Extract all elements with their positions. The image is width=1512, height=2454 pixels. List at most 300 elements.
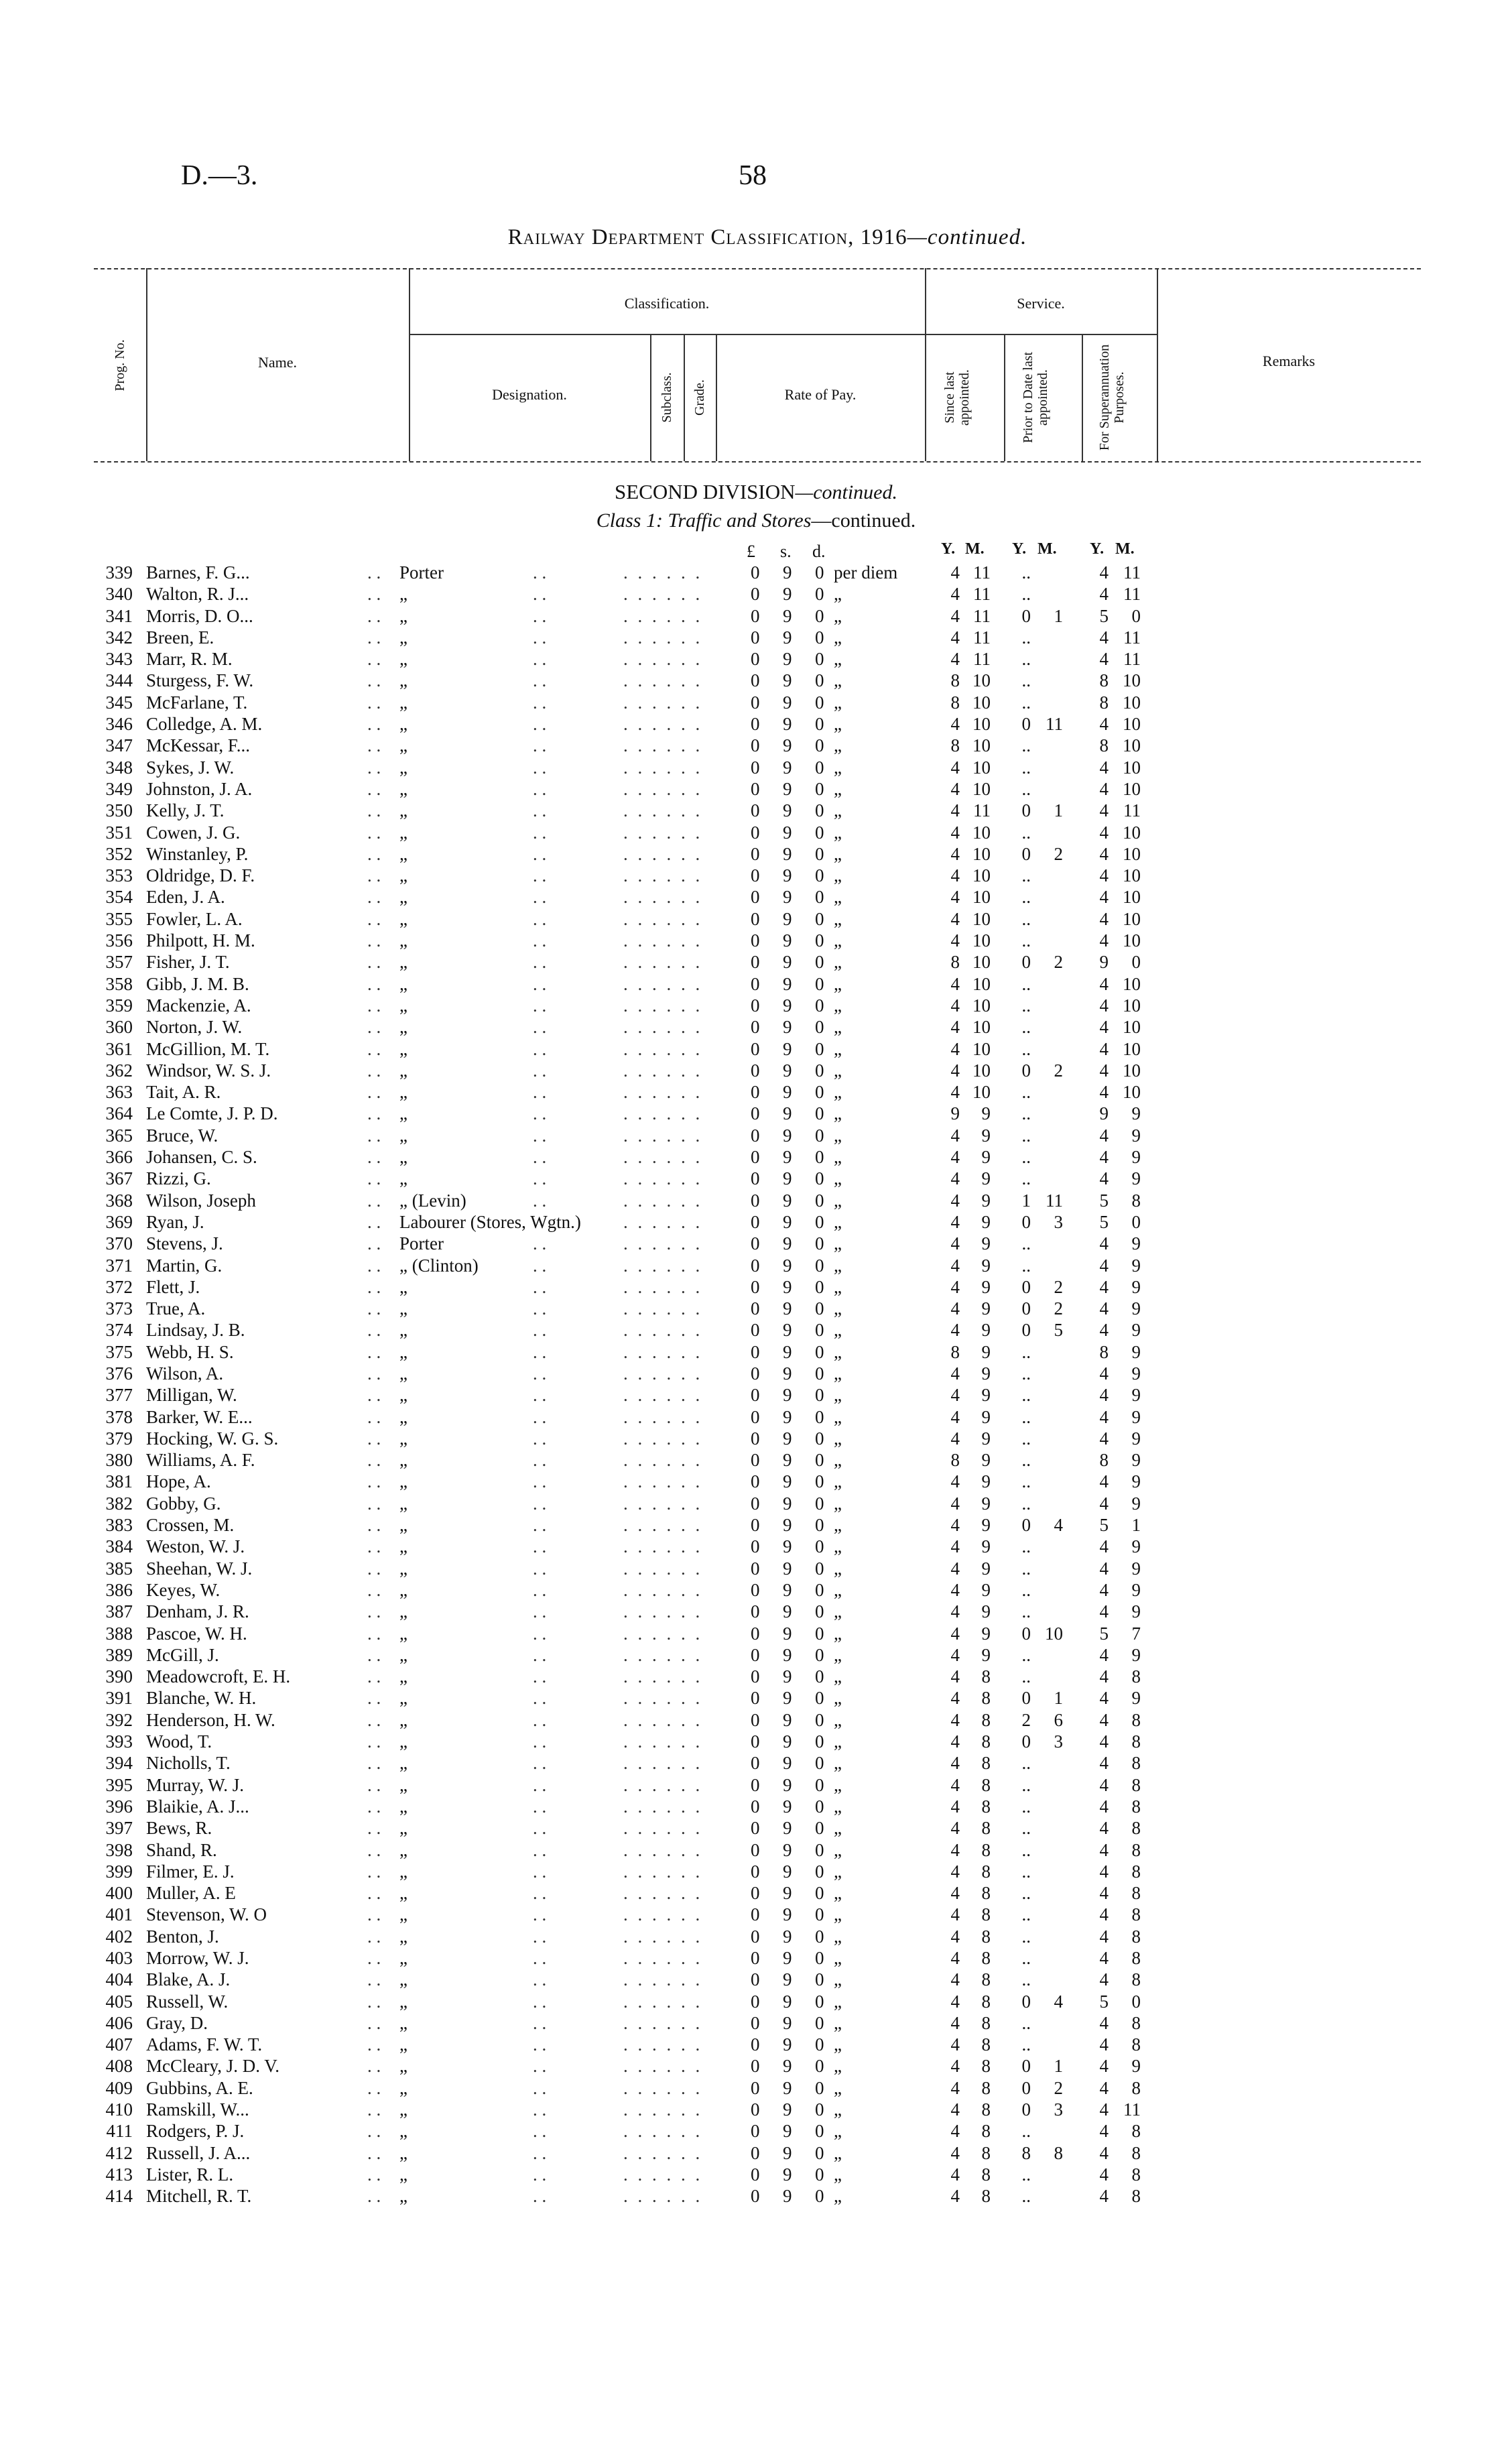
table-row <box>0 1125 1512 1146</box>
leader-dots: . . <box>533 1103 547 1124</box>
cell-pay-shillings: 9 <box>783 2142 792 2163</box>
cell-since-months: 10 <box>972 865 991 886</box>
leader-dots: . . . . . . <box>623 822 703 843</box>
cell-pay-shillings: 9 <box>783 887 792 908</box>
cell-since-months: 10 <box>972 973 991 994</box>
cell-super-months: 9 <box>1131 1168 1141 1189</box>
table-row <box>0 1579 1512 1601</box>
leader-dots: . . <box>367 2077 381 2098</box>
cell-prior-months: 2 <box>1054 952 1063 973</box>
cell-super-years: 4 <box>1099 1601 1109 1622</box>
cell-pay-pence: 0 <box>815 1904 824 1925</box>
leader-dots: . . <box>533 1450 547 1471</box>
cell-designation: „ <box>399 1883 407 1904</box>
cell-pay-period: „ <box>834 1666 842 1687</box>
cell-since-months: 9 <box>981 1644 991 1665</box>
cell-super-years: 4 <box>1099 778 1109 799</box>
cell-pay-pence: 0 <box>815 1883 824 1904</box>
cell-since-years: 4 <box>950 2164 960 2185</box>
cell-pay-period: „ <box>834 952 842 973</box>
leader-dots: . . . . . . <box>623 584 703 605</box>
cell-super-months: 9 <box>1131 1276 1141 1297</box>
cell-prior-years: 0 <box>1021 1060 1031 1081</box>
cell-super-years: 5 <box>1099 1623 1109 1644</box>
cell-pay-pounds: 0 <box>751 2186 760 2207</box>
leader-dots: . . . . . . <box>623 2164 703 2185</box>
cell-super-months: 8 <box>1131 2164 1141 2185</box>
cell-name: Mackenzie, A. <box>146 995 251 1016</box>
cell-pay-shillings: 9 <box>783 1969 792 1990</box>
col-divider <box>684 334 685 461</box>
cell-since-months: 10 <box>972 670 991 691</box>
cell-pay-period: „ <box>834 757 842 778</box>
cell-pay-pence: 0 <box>815 865 824 886</box>
cell-pay-period: „ <box>834 1644 842 1665</box>
cell-name: Adams, F. W. T. <box>146 2034 263 2055</box>
cell-since-months: 9 <box>981 1298 991 1319</box>
cell-pay-period: „ <box>834 1623 842 1644</box>
cell-super-months: 10 <box>1123 1017 1141 1038</box>
cell-since-months: 8 <box>981 1839 991 1860</box>
cell-super-years: 4 <box>1099 1082 1109 1103</box>
table-row <box>0 648 1512 670</box>
cell-since-months: 11 <box>973 800 991 821</box>
leader-dots: . . <box>533 1991 547 2012</box>
leader-dots: . . <box>533 1948 547 1968</box>
cell-pay-period: „ <box>834 1255 842 1276</box>
cell-pay-shillings: 9 <box>783 1320 792 1341</box>
leader-dots: . . <box>367 1103 381 1124</box>
cell-prior-months: 2 <box>1054 1060 1063 1081</box>
leader-dots: . . <box>367 1558 381 1579</box>
cell-prior-years: .. <box>1021 562 1031 582</box>
cell-super-months: 9 <box>1131 1493 1141 1514</box>
leader-dots: . . . . . . <box>623 1839 703 1860</box>
cell-since-years: 4 <box>950 908 960 929</box>
table-row <box>0 713 1512 735</box>
leader-dots: . . . . . . <box>623 1147 703 1168</box>
cell-prior-years: 0 <box>1021 1298 1031 1319</box>
table-row <box>0 1211 1512 1233</box>
cell-pay-pence: 0 <box>815 822 824 843</box>
cell-super-months: 7 <box>1131 1623 1141 1644</box>
cell-prior-years: 0 <box>1021 1276 1031 1297</box>
cell-designation: „ <box>399 584 407 605</box>
table-row <box>0 1601 1512 1622</box>
cell-pay-pence: 0 <box>815 2099 824 2120</box>
cell-pay-pence: 0 <box>815 1948 824 1968</box>
cell-super-years: 4 <box>1099 1926 1109 1947</box>
cell-since-years: 4 <box>950 973 960 994</box>
cell-super-years: 4 <box>1099 1385 1109 1406</box>
cell-prog-no: 390 <box>105 1666 133 1687</box>
table-row <box>0 1774 1512 1796</box>
cell-designation: „ <box>399 1017 407 1038</box>
cell-since-months: 11 <box>973 584 991 605</box>
table-row <box>0 1839 1512 1861</box>
cell-pay-pence: 0 <box>815 649 824 670</box>
leader-dots: . . <box>367 822 381 843</box>
cell-designation: „ <box>399 1796 407 1817</box>
cell-pay-period: „ <box>834 1904 842 1925</box>
cell-designation: „ <box>399 908 407 929</box>
cell-designation: „ <box>399 670 407 691</box>
cell-pay-period: „ <box>834 1774 842 1795</box>
cell-super-months: 0 <box>1131 952 1141 973</box>
cell-pay-pence: 0 <box>815 1969 824 1990</box>
leader-dots: . . . . . . <box>623 1276 703 1297</box>
cell-since-years: 4 <box>950 2142 960 2163</box>
cell-pay-pence: 0 <box>815 1536 824 1557</box>
cell-pay-pence: 0 <box>815 1471 824 1492</box>
cell-designation: „ <box>399 2121 407 2142</box>
cell-name: Rizzi, G. <box>146 1168 211 1189</box>
cell-designation: „ <box>399 1644 407 1665</box>
table-row <box>0 1233 1512 1254</box>
cell-pay-pounds: 0 <box>751 692 760 713</box>
cell-since-years: 4 <box>950 2056 960 2077</box>
cell-since-years: 4 <box>950 562 960 582</box>
cell-prog-no: 374 <box>105 1320 133 1341</box>
table-row <box>0 1428 1512 1449</box>
leader-dots: . . . . . . <box>623 908 703 929</box>
cell-pay-pence: 0 <box>815 1190 824 1211</box>
cell-pay-period: „ <box>834 1731 842 1752</box>
cell-pay-pence: 0 <box>815 1406 824 1427</box>
cell-prior-years: 0 <box>1021 952 1031 973</box>
cell-since-months: 10 <box>972 692 991 713</box>
cell-prog-no: 414 <box>105 2186 133 2207</box>
cell-prior-years: .. <box>1021 627 1031 648</box>
cell-since-years: 4 <box>950 1017 960 1038</box>
cell-super-years: 4 <box>1099 1471 1109 1492</box>
leader-dots: . . . . . . <box>623 1385 703 1406</box>
cell-name: Marr, R. M. <box>146 649 233 670</box>
cell-prior-months: 2 <box>1054 1276 1063 1297</box>
cell-prior-years: .. <box>1021 1471 1031 1492</box>
leader-dots: . . . . . . <box>623 1731 703 1752</box>
cell-pay-period: „ <box>834 670 842 691</box>
cell-prog-no: 405 <box>105 1991 133 2012</box>
cell-super-months: 10 <box>1123 887 1141 908</box>
table-row <box>0 908 1512 930</box>
cell-pay-shillings: 9 <box>783 735 792 756</box>
cell-name: Mitchell, R. T. <box>146 2186 252 2207</box>
leader-dots: . . <box>367 692 381 713</box>
cell-pay-shillings: 9 <box>783 562 792 582</box>
cell-prog-no: 360 <box>105 1017 133 1038</box>
cell-pay-period: „ <box>834 778 842 799</box>
cell-pay-pence: 0 <box>815 1233 824 1254</box>
table-row <box>0 1558 1512 1579</box>
cell-since-months: 8 <box>981 2056 991 2077</box>
leader-dots: . . . . . . <box>623 1341 703 1362</box>
leader-dots: . . <box>367 1406 381 1427</box>
cell-name: Gubbins, A. E. <box>146 2077 253 2098</box>
staff-table-body <box>0 562 1512 2207</box>
cell-designation: „ <box>399 1385 407 1406</box>
table-row <box>0 865 1512 886</box>
leader-dots: . . <box>533 1601 547 1622</box>
cell-name: Tait, A. R. <box>146 1082 221 1103</box>
cell-pay-pence: 0 <box>815 2034 824 2055</box>
cell-prog-no: 367 <box>105 1168 133 1189</box>
cell-prog-no: 410 <box>105 2099 133 2120</box>
cell-name: Shand, R. <box>146 1839 217 1860</box>
table-row <box>0 2185 1512 2207</box>
cell-name: Keyes, W. <box>146 1579 220 1600</box>
cell-prog-no: 400 <box>105 1883 133 1904</box>
leader-dots: . . <box>367 1233 381 1254</box>
cell-pay-pounds: 0 <box>751 1688 760 1709</box>
cell-since-years: 4 <box>950 2077 960 2098</box>
cell-since-years: 4 <box>950 2034 960 2055</box>
cell-pay-shillings: 9 <box>783 584 792 605</box>
cell-super-months: 0 <box>1131 1211 1141 1232</box>
cell-since-years: 4 <box>950 1276 960 1297</box>
table-row <box>0 1471 1512 1492</box>
cell-name: Blanche, W. H. <box>146 1688 257 1709</box>
cell-super-years: 4 <box>1099 930 1109 951</box>
cell-pay-pence: 0 <box>815 1060 824 1081</box>
cell-prog-no: 383 <box>105 1515 133 1536</box>
cell-prog-no: 350 <box>105 800 133 821</box>
cell-super-months: 8 <box>1131 1731 1141 1752</box>
cell-name: McFarlane, T. <box>146 692 248 713</box>
cell-super-years: 4 <box>1099 1406 1109 1427</box>
cell-name: Fowler, L. A. <box>146 908 243 929</box>
cell-pay-pence: 0 <box>815 1666 824 1687</box>
leader-dots: . . . . . . <box>623 1471 703 1492</box>
leader-dots: . . . . . . <box>623 2142 703 2163</box>
cell-pay-pence: 0 <box>815 1731 824 1752</box>
cell-super-months: 11 <box>1123 649 1141 670</box>
cell-prior-months: 10 <box>1045 1623 1063 1644</box>
cell-prior-years: 0 <box>1021 1515 1031 1536</box>
leader-dots: . . . . . . <box>623 1515 703 1536</box>
cell-name: Sykes, J. W. <box>146 757 235 778</box>
cell-name: Colledge, A. M. <box>146 714 263 735</box>
cell-prior-years: 2 <box>1021 1709 1031 1730</box>
cell-super-months: 9 <box>1131 1688 1141 1709</box>
leader-dots: . . <box>533 1125 547 1146</box>
cell-prior-years: .. <box>1021 930 1031 951</box>
cell-designation: „ <box>399 1536 407 1557</box>
cell-pay-period: „ <box>834 1688 842 1709</box>
cell-since-years: 4 <box>950 822 960 843</box>
cell-name: Windsor, W. S. J. <box>146 1060 271 1081</box>
cell-pay-shillings: 9 <box>783 1255 792 1276</box>
cell-since-months: 10 <box>972 1038 991 1059</box>
cell-super-months: 10 <box>1123 692 1141 713</box>
cell-pay-shillings: 9 <box>783 1861 792 1882</box>
cell-since-months: 8 <box>981 1904 991 1925</box>
cell-super-years: 8 <box>1099 1450 1109 1471</box>
cell-pay-shillings: 9 <box>783 1579 792 1600</box>
cell-pay-pounds: 0 <box>751 757 760 778</box>
cell-super-months: 8 <box>1131 1926 1141 1947</box>
cell-prog-no: 357 <box>105 952 133 973</box>
cell-super-years: 4 <box>1099 1861 1109 1882</box>
leader-dots: . . <box>533 822 547 843</box>
cell-pay-shillings: 9 <box>783 1883 792 1904</box>
cell-super-months: 10 <box>1123 995 1141 1016</box>
leader-dots: . . <box>533 908 547 929</box>
cell-since-years: 9 <box>950 1103 960 1124</box>
cell-pay-shillings: 9 <box>783 1644 792 1665</box>
cell-since-years: 4 <box>950 1298 960 1319</box>
cell-prior-years: .. <box>1021 995 1031 1016</box>
cell-pay-period: „ <box>834 2056 842 2077</box>
cell-prog-no: 356 <box>105 930 133 951</box>
cell-prog-no: 409 <box>105 2077 133 2098</box>
cell-prior-months: 2 <box>1054 1298 1063 1319</box>
cell-pay-pence: 0 <box>815 2164 824 2185</box>
table-row <box>0 757 1512 778</box>
cell-super-years: 4 <box>1099 1774 1109 1795</box>
cell-name: Milligan, W. <box>146 1385 237 1406</box>
cell-pay-period: „ <box>834 1969 842 1990</box>
cell-prog-no: 376 <box>105 1363 133 1384</box>
cell-prog-no: 395 <box>105 1774 133 1795</box>
cell-designation: „ <box>399 1038 407 1059</box>
cell-since-months: 11 <box>973 649 991 670</box>
col-divider <box>650 334 651 461</box>
cell-prog-no: 363 <box>105 1082 133 1103</box>
table-row <box>0 2142 1512 2164</box>
cell-pay-period: „ <box>834 1709 842 1730</box>
cell-since-months: 8 <box>981 1991 991 2012</box>
cell-pay-pounds: 0 <box>751 1125 760 1146</box>
cell-pay-shillings: 9 <box>783 1796 792 1817</box>
leader-dots: . . . . . . <box>623 1969 703 1990</box>
cell-prog-no: 393 <box>105 1731 133 1752</box>
cell-prog-no: 404 <box>105 1969 133 1990</box>
leader-dots: . . . . . . <box>623 1948 703 1968</box>
cell-since-years: 4 <box>950 1926 960 1947</box>
cell-since-years: 4 <box>950 605 960 626</box>
cell-pay-shillings: 9 <box>783 1493 792 1514</box>
cell-pay-pounds: 0 <box>751 2077 760 2098</box>
cell-designation: „ <box>399 1082 407 1103</box>
leader-dots: . . <box>533 778 547 799</box>
cell-designation: „ <box>399 1731 407 1752</box>
cell-pay-pounds: 0 <box>751 778 760 799</box>
cell-pay-period: „ <box>834 605 842 626</box>
table-row <box>0 951 1512 973</box>
cell-pay-pence: 0 <box>815 1644 824 1665</box>
leader-dots: . . . . . . <box>623 952 703 973</box>
cell-prior-years: .. <box>1021 1082 1031 1103</box>
leader-dots: . . <box>367 584 381 605</box>
leader-dots: . . . . . . <box>623 1601 703 1622</box>
cell-name: Breen, E. <box>146 627 214 648</box>
cell-pay-pence: 0 <box>815 1774 824 1795</box>
cell-super-months: 10 <box>1123 843 1141 864</box>
leader-dots: . . . . . . <box>623 1991 703 2012</box>
cell-prog-no: 351 <box>105 822 133 843</box>
cell-pay-pounds: 0 <box>751 1298 760 1319</box>
cell-prior-years: .. <box>1021 1904 1031 1925</box>
table-row <box>0 2099 1512 2120</box>
cell-pay-pounds: 0 <box>751 2121 760 2142</box>
cell-pay-shillings: 9 <box>783 778 792 799</box>
cell-prior-years: .. <box>1021 1103 1031 1124</box>
cell-super-years: 5 <box>1099 605 1109 626</box>
cell-pay-pounds: 0 <box>751 1276 760 1297</box>
cell-pay-period: „ <box>834 1948 842 1968</box>
cell-since-years: 4 <box>950 2099 960 2120</box>
cell-pay-period: „ <box>834 2186 842 2207</box>
cell-super-months: 8 <box>1131 1969 1141 1990</box>
cell-name: Kelly, J. T. <box>146 800 225 821</box>
leader-dots: . . <box>533 1796 547 1817</box>
cell-since-months: 11 <box>973 562 991 582</box>
cell-pay-pence: 0 <box>815 1082 824 1103</box>
leader-dots: . . <box>367 1341 381 1362</box>
leader-dots: . . . . . . <box>623 1125 703 1146</box>
leader-dots: . . <box>367 2142 381 2163</box>
table-row <box>0 1666 1512 1687</box>
cell-prior-years: .. <box>1021 2034 1031 2055</box>
cell-super-months: 8 <box>1131 2077 1141 2098</box>
cell-pay-pence: 0 <box>815 1298 824 1319</box>
cell-pay-shillings: 9 <box>783 1688 792 1709</box>
cell-since-years: 4 <box>950 2121 960 2142</box>
cell-designation: „ <box>399 995 407 1016</box>
leader-dots: . . <box>367 1017 381 1038</box>
leader-dots: . . <box>533 1709 547 1730</box>
header-since-last-appointed: Since last appointed. <box>942 369 972 426</box>
cell-pay-shillings: 9 <box>783 1017 792 1038</box>
cell-prior-years: .. <box>1021 584 1031 605</box>
cell-prior-years: .. <box>1021 1406 1031 1427</box>
leader-dots: . . <box>367 1298 381 1319</box>
leader-dots: . . . . . . <box>623 1688 703 1709</box>
cell-since-years: 4 <box>950 1168 960 1189</box>
cell-prog-no: 345 <box>105 692 133 713</box>
leader-dots: . . <box>367 930 381 951</box>
cell-pay-pence: 0 <box>815 2186 824 2207</box>
cell-prog-no: 406 <box>105 2012 133 2033</box>
leader-dots: . . <box>533 1579 547 1600</box>
cell-pay-shillings: 9 <box>783 1839 792 1860</box>
leader-dots: . . <box>533 735 547 756</box>
cell-pay-shillings: 9 <box>783 1731 792 1752</box>
leader-dots: . . <box>367 1883 381 1904</box>
header-designation: Designation. <box>492 386 567 403</box>
cell-pay-shillings: 9 <box>783 800 792 821</box>
table-row <box>0 1926 1512 1947</box>
cell-super-years: 4 <box>1099 995 1109 1016</box>
leader-dots: . . <box>367 1904 381 1925</box>
cell-since-months: 9 <box>981 1558 991 1579</box>
cell-name: McKessar, F... <box>146 735 250 756</box>
cell-pay-pence: 0 <box>815 605 824 626</box>
cell-since-months: 8 <box>981 1774 991 1795</box>
cell-pay-pounds: 0 <box>751 822 760 843</box>
cell-designation: „ <box>399 1601 407 1622</box>
leader-dots: . . <box>367 800 381 821</box>
leader-dots: . . <box>367 627 381 648</box>
cell-prog-no: 341 <box>105 605 133 626</box>
cell-since-months: 9 <box>981 1211 991 1232</box>
cell-prior-years: .. <box>1021 1147 1031 1168</box>
cell-since-months: 9 <box>981 1125 991 1146</box>
cell-name: Williams, A. F. <box>146 1450 255 1471</box>
cell-pay-pounds: 0 <box>751 2142 760 2163</box>
cell-pay-shillings: 9 <box>783 627 792 648</box>
